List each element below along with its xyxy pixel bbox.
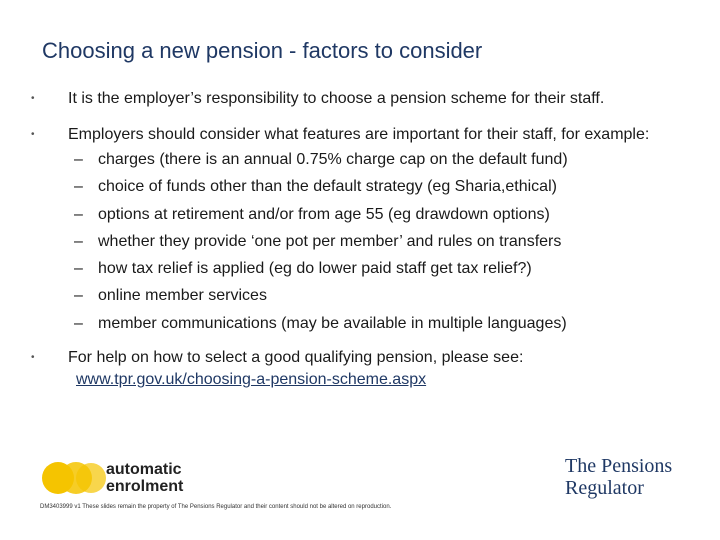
footer-note: DM3403999 v1 These slides remain the property of The Pensions Regulator and their content should not be altered on reproduction. (40, 504, 392, 510)
dash-symbol: – (74, 260, 83, 278)
bullet-item (26, 347, 666, 391)
sub-list (68, 146, 666, 337)
bullet-item (26, 88, 666, 110)
slide-title: Choosing a new pension - factors to consider (42, 38, 483, 63)
dash-symbol: – (74, 232, 83, 250)
bullet-list (26, 88, 666, 391)
sub-item (68, 228, 666, 255)
sub-item (68, 173, 666, 200)
sub-item-text: whether they provide ‘one pot per member’ and rules on transfers (98, 232, 562, 250)
tpr-line1: The Pensions (565, 455, 673, 477)
bullet-symbol: • (31, 129, 35, 140)
sub-item-text: choice of funds other than the default strategy (eg Sharia,ethical) (98, 178, 557, 196)
dash-symbol: – (74, 314, 83, 332)
dash-symbol: – (74, 287, 83, 305)
bullet-text: For help on how to select a good qualifying pension, please see: (68, 349, 524, 367)
sub-item (68, 146, 666, 173)
bullet-symbol: • (31, 352, 35, 364)
sub-item (68, 282, 666, 309)
sub-item-text: charges (there is an annual 0.75% charge cap on the default fund) (98, 151, 568, 168)
sub-item (68, 310, 666, 337)
sub-item (68, 201, 666, 228)
dash-symbol: – (74, 151, 83, 168)
tpr-logo (565, 455, 672, 499)
sub-item-text: online member services (98, 287, 267, 305)
dash-symbol: – (74, 178, 83, 196)
sub-item-text: member communications (may be available in multiple languages) (98, 314, 567, 332)
bullet-text: It is the employer’s responsibility to choose a pension scheme for their staff. (68, 90, 605, 107)
bullet-text: Employers should consider what features are important for their staff, for example: (68, 126, 650, 143)
bullet-item (26, 124, 666, 337)
sub-item-text: how tax relief is applied (eg do lower paid staff get tax relief?) (98, 260, 532, 278)
tpr-line2: Regulator (565, 477, 644, 499)
tpr-link[interactable]: www.tpr.gov.uk/choosing-a-pension-scheme.aspx (76, 371, 427, 389)
auto-enrolment-text (106, 461, 183, 495)
sub-item (68, 255, 666, 282)
dash-symbol: – (74, 205, 83, 223)
ae-line1: automatic (106, 461, 182, 478)
bullet-symbol: • (31, 93, 35, 104)
ae-line2: enrolment (106, 478, 184, 495)
sub-item-text: options at retirement and/or from age 55 (eg drawdown options) (98, 205, 550, 223)
